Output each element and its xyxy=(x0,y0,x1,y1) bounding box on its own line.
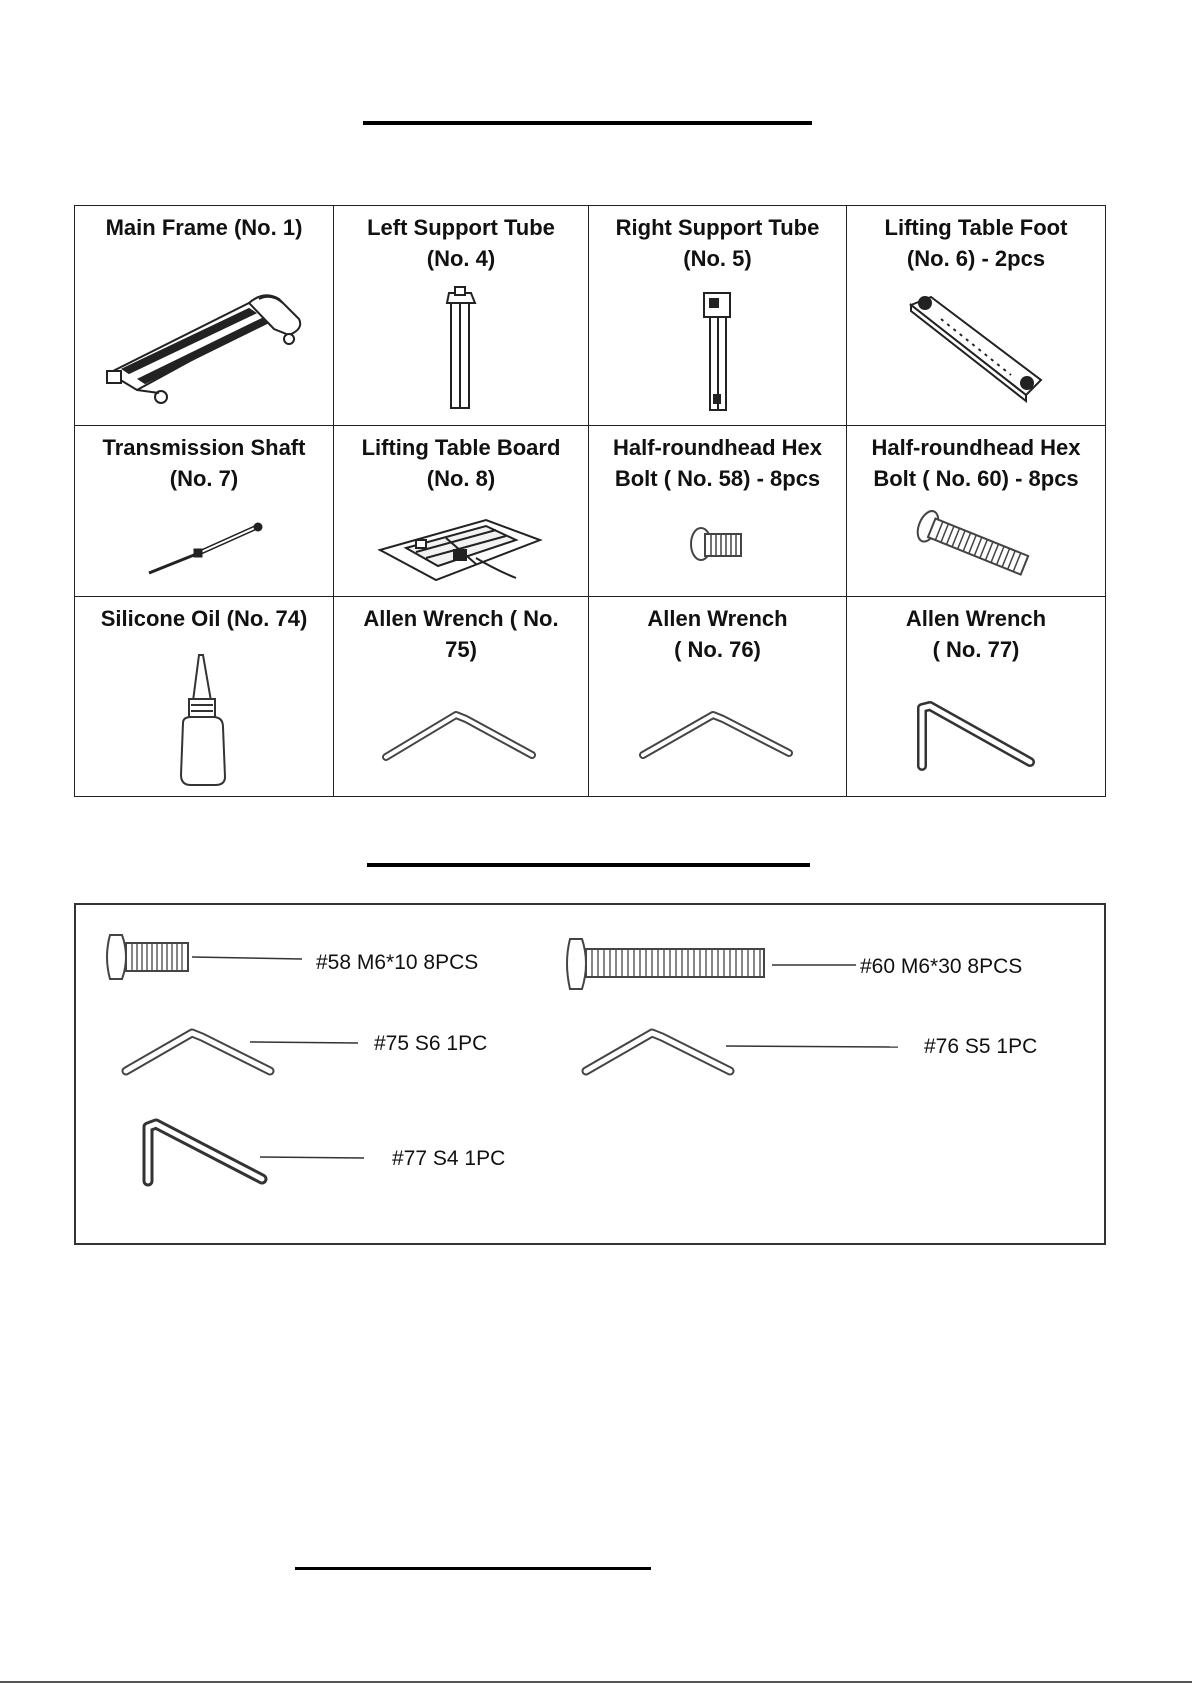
part-cell-allen-wrench-76 xyxy=(589,597,847,797)
page-bottom-border xyxy=(0,1681,1192,1683)
part-cell-silicone-oil xyxy=(75,597,334,797)
callout-line xyxy=(250,1042,358,1043)
part-number: ( No. 77) xyxy=(932,637,1020,662)
allen-wrench-icon xyxy=(589,676,846,796)
part-cell-allen-wrench-77 xyxy=(847,597,1106,797)
part-number: (No. 6) - 2pcs xyxy=(906,246,1046,271)
allen-wrench-icon xyxy=(334,676,588,796)
part-cell-left-support-tube xyxy=(334,206,589,426)
callout-line xyxy=(192,957,302,959)
part-label: Lifting Table Foot xyxy=(884,215,1068,240)
table-board-icon xyxy=(334,500,588,596)
part-number: 75) xyxy=(445,637,477,662)
part-number: (No. 8) xyxy=(426,466,496,491)
parts-table xyxy=(74,205,1106,797)
part-number: Bolt ( No. 58) - 8pcs xyxy=(614,466,821,491)
part-number: Bolt ( No. 60) - 8pcs xyxy=(873,466,1079,491)
hardware-label-76: #76 S5 1PC xyxy=(924,1035,1038,1058)
treadmill-frame-icon xyxy=(75,275,333,425)
long-bolt-icon xyxy=(847,500,1105,596)
allen-wrench-icon xyxy=(126,1033,270,1071)
short-bolt-icon xyxy=(589,500,846,596)
callout-line xyxy=(260,1157,364,1158)
short-bolt-icon xyxy=(107,935,188,979)
part-label: Main Frame (No. 1) xyxy=(105,215,303,240)
table-foot-icon xyxy=(847,275,1105,425)
part-label: Left Support Tube xyxy=(367,215,555,240)
part-cell-right-support-tube xyxy=(589,206,847,426)
part-number: (No. 4) xyxy=(426,246,496,271)
part-cell-table-board xyxy=(334,426,589,597)
part-label: Allen Wrench xyxy=(647,606,788,631)
part-number: (No. 5) xyxy=(683,246,752,271)
part-label: Lifting Table Board xyxy=(361,435,561,460)
hardware-label-77: #77 S4 1PC xyxy=(392,1147,506,1170)
part-label: Half-roundhead Hex xyxy=(871,435,1081,460)
part-number: ( No. 76) xyxy=(674,637,761,662)
allen-wrench-icon xyxy=(586,1033,730,1071)
allen-wrench-small-icon xyxy=(148,1124,262,1181)
section-title-underline xyxy=(363,121,812,125)
part-label: Half-roundhead Hex xyxy=(612,435,823,460)
allen-wrench-small-icon xyxy=(847,676,1105,796)
transmission-shaft-icon xyxy=(75,500,333,596)
left-support-tube-icon xyxy=(334,275,588,425)
callout-line xyxy=(726,1046,898,1047)
part-label: Right Support Tube xyxy=(615,215,820,240)
long-bolt-icon xyxy=(567,939,764,989)
part-cell-long-bolt xyxy=(847,426,1106,597)
signature-line xyxy=(295,1567,651,1570)
hardware-label-75: #75 S6 1PC xyxy=(374,1032,488,1055)
oil-bottle-icon xyxy=(75,646,333,796)
part-label: Silicone Oil (No. 74) xyxy=(100,606,308,631)
part-number: (No. 7) xyxy=(169,466,239,491)
part-cell-table-foot xyxy=(847,206,1106,426)
hardware-label-60: #60 M6*30 8PCS xyxy=(860,955,1023,978)
right-support-tube-icon xyxy=(589,275,846,425)
part-cell-main-frame xyxy=(75,206,334,426)
part-cell-allen-wrench-75 xyxy=(334,597,589,797)
part-cell-short-bolt xyxy=(589,426,847,597)
hardware-pack xyxy=(74,903,1106,1245)
part-label: Allen Wrench xyxy=(905,606,1047,631)
part-label: Transmission Shaft xyxy=(102,435,306,460)
part-cell-transmission-shaft xyxy=(75,426,334,597)
section-title-underline xyxy=(367,863,810,867)
part-label: Allen Wrench ( No. xyxy=(363,606,559,631)
hardware-label-58: #58 M6*10 8PCS xyxy=(316,951,479,974)
